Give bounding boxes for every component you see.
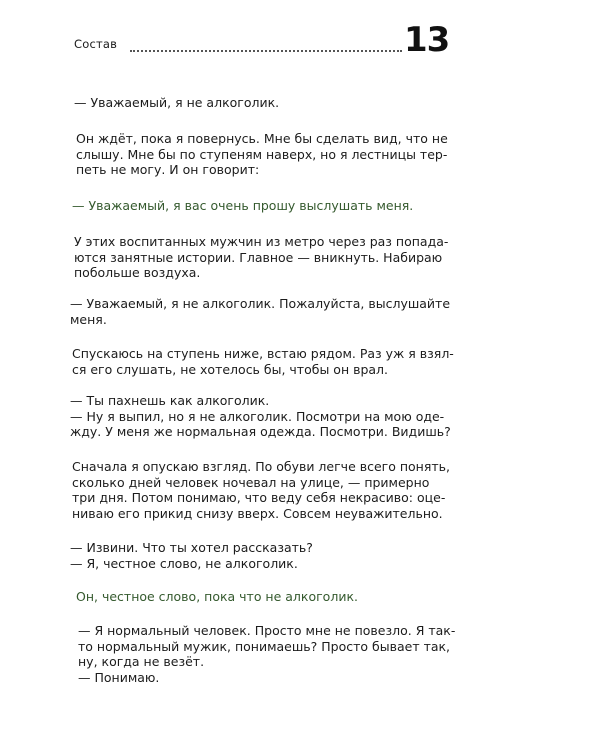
text-line: три дня. Потом понимаю, что веду себя некрасиво: оце- (72, 490, 446, 505)
text-line: — Ну я выпил, но я не алкоголик. Посмотри на мою оде- (70, 408, 445, 424)
text-line: У этих воспитанных мужчин из метро через раз попада- (74, 234, 449, 249)
text-line: ниваю его прикид снизу вверх. Совсем неуважительно. (72, 505, 443, 521)
text-line: то нормальный мужик, понимаешь? Просто бывает так, (78, 638, 451, 654)
text-line: — Извини. Что ты хотел рассказать? (70, 540, 313, 555)
paragraph (74, 234, 448, 281)
page-number: 13 (404, 20, 450, 60)
text-line: — Я, честное слово, не алкоголик. (70, 555, 298, 571)
running-header (74, 20, 450, 60)
text-line: Он, честное слово, пока что не алкоголик. (76, 589, 358, 604)
dotted-leader (130, 50, 402, 52)
paragraph (70, 540, 313, 571)
paragraph (74, 95, 279, 111)
text-line: ются занятные истории. Главное — вникнуть. Набираю (74, 249, 443, 265)
paragraph (70, 296, 450, 327)
text-line: — Уважаемый, я вас очень прошу выслушать меня. (72, 198, 414, 213)
section-title: Состав (74, 37, 118, 51)
text-line: меня. (70, 311, 107, 327)
text-line: сколько дней человек ночевал на улице, — примерно (72, 474, 430, 490)
text-line: — Уважаемый, я не алкоголик. Пожалуйста, выслушайте (70, 296, 451, 311)
text-line: Сначала я опускаю взгляд. По обуви легче всего понять, (72, 459, 450, 474)
paragraph (78, 623, 455, 685)
paragraph (70, 393, 451, 440)
text-line: Он ждёт, пока я повернусь. Мне бы сделать вид, что не (76, 131, 448, 146)
text-line: — Уважаемый, я не алкоголик. (74, 95, 280, 110)
text-line: — Понимаю. (78, 669, 160, 685)
paragraph (76, 131, 448, 178)
text-line: петь не могу. И он говорит: (76, 162, 260, 177)
text-line: Спускаюсь на ступень ниже, встаю рядом. Раз уж я взял- (72, 346, 454, 361)
paragraph (76, 589, 358, 605)
paragraph (72, 459, 450, 521)
paragraph (72, 346, 454, 377)
text-line: побольше воздуха. (74, 265, 201, 280)
text-line: — Ты пахнешь как алкоголик. (70, 393, 270, 408)
text-line: — Я нормальный человек. Просто мне не повезло. Я так- (78, 623, 456, 638)
text-line: жду. У меня же нормальная одежда. Посмотри. Видишь? (70, 424, 451, 439)
text-line: ся его слушать, не хотелось бы, чтобы он врал. (72, 361, 389, 377)
text-line: ну, когда не везёт. (78, 654, 205, 669)
paragraph (72, 198, 413, 214)
text-line: слышу. Мне бы по ступеням наверх, но я лестницы тер- (76, 146, 448, 162)
